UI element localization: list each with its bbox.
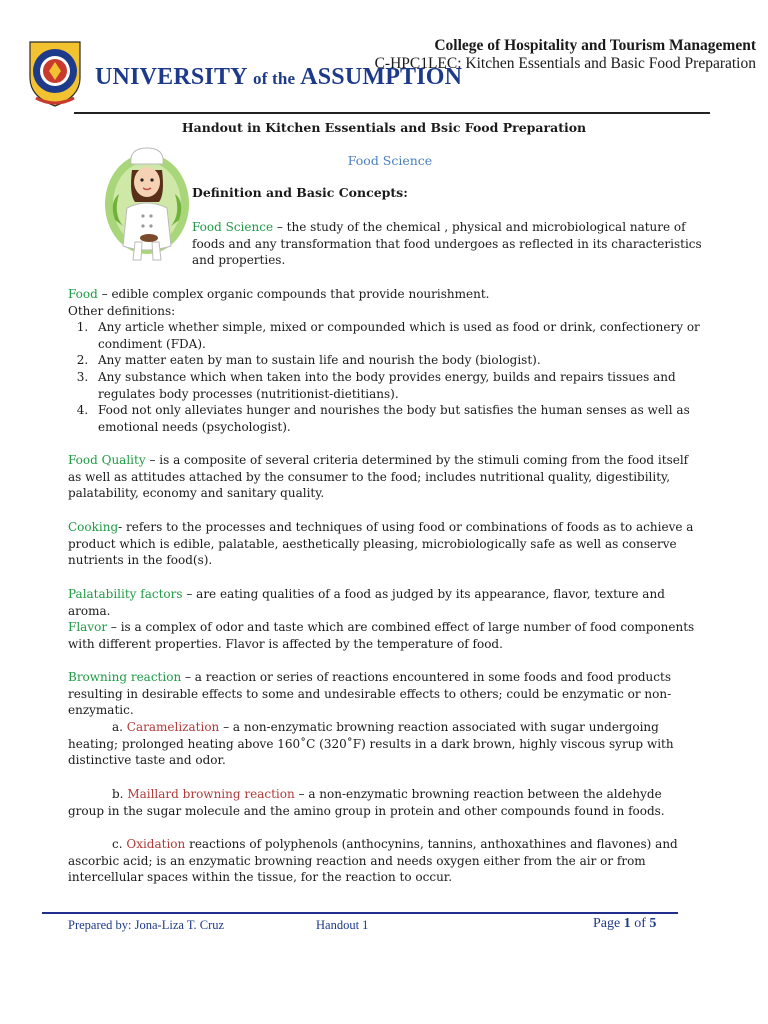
page-indicator: Page 1 of 5 (593, 916, 657, 931)
chef-illustration-icon (105, 142, 189, 264)
list-item: 1. Any article whether simple, mixed or compounded which is used as food or drink, confectionery or condiment (FDA). (92, 319, 700, 352)
cooking-paragraph: Cooking- refers to the processes and techniques of using food or combinations of foods as to achieve a product which is edible, palatable, aesthetically pleasing, microbiologically safe as well as conserve nutrients in the food(s). (68, 520, 694, 568)
food-quality-paragraph: Food Quality – is a composite of several criteria determined by the stimuli coming from the food itself as well as attitudes attached by the consumer to the food; includes nutritional quality, digestibility, palatability, economy and sanitary quality. (68, 453, 689, 501)
header-divider (74, 112, 710, 114)
list-item: 3. Any substance which when taken into the body provides energy, builds and repairs tissues and regulates body processes (nutritionist-dietitians). (92, 369, 700, 402)
definition-heading: Definition and Basic Concepts: (192, 185, 408, 200)
oxidation-paragraph: c. Oxidation reactions of polyphenols (anthocynins, tannins, anthoxathines and flavones) and ascorbic acid; is an enzymatic browning reaction and needs oxygen either from the air or from intercellular spaces within the tissue, for the reaction to occur. (68, 837, 678, 885)
food-section (68, 286, 700, 435)
footer-divider (42, 912, 678, 914)
definitions-list (68, 319, 700, 435)
palatability-term: Palatability factors (68, 587, 183, 601)
flavor-paragraph: Flavor – is a complex of odor and taste which are combined effect of large number of food components with different properties. Flavor is affected by the temperature of food. (68, 620, 695, 651)
flavor-term: Flavor (68, 620, 108, 634)
prepared-by: Prepared by: Jona-Liza T. Cruz (68, 918, 225, 932)
food-paragraph: Food – edible complex organic compounds that provide nourishment. (68, 287, 490, 301)
cooking-term: Cooking (68, 520, 119, 534)
browning-term: Browning reaction (68, 670, 182, 684)
food-science-term: Food Science (192, 220, 274, 234)
section-subtitle: Food Science (347, 153, 433, 168)
caramelization-term: Caramelization (126, 720, 220, 734)
browning-paragraph: Browning reaction – a reaction or series of reactions encountered in some foods and food products resulting in desirable effects to some and undesirable effects to others; could be enzymatic or non-enzymatic. (68, 670, 672, 718)
course-title: C-HPC1LEC: Kitchen Essentials and Basic Food Preparation (374, 55, 756, 72)
college-name: College of Hospitality and Tourism Management (434, 37, 756, 54)
food-quality-term: Food Quality (68, 453, 146, 467)
food-science-paragraph: Food Science – the study of the chemical , physical and microbiological nature of foods and any transformation that food undergoes as reflected in its characteristics and properties. (192, 220, 702, 268)
university-seal-icon (26, 38, 84, 108)
list-item: 2. Any matter eaten by man to sustain life and nourish the body (biologist). (92, 352, 700, 369)
palatability-paragraph: Palatability factors – are eating qualities of a food as judged by its appearance, flavor, texture and aroma. (68, 587, 665, 618)
list-item: 4. Food not only alleviates hunger and nourishes the body but satisfies the human senses as well as emotional needs (psychologist). (92, 402, 700, 435)
document-title: Handout in Kitchen Essentials and Bsic Food Preparation (181, 120, 587, 135)
handout-number: Handout 1 (316, 918, 369, 932)
oxidation-term: Oxidation (126, 837, 186, 851)
food-term: Food (68, 287, 98, 301)
other-definitions-label: Other definitions: (68, 303, 176, 318)
maillard-term: Maillard browning reaction (127, 787, 295, 801)
caramelization-paragraph: a. Caramelization – a non-enzymatic browning reaction associated with sugar undergoing heating; prolonged heating above 160˚C (320˚F) results in a dark brown, highly viscous syrup with distinctive taste and odor. (68, 720, 674, 768)
maillard-paragraph: b. Maillard browning reaction – a non-enzymatic browning reaction between the aldehyde group in the sugar molecule and the amino group in protein and other compounds found in foods. (68, 787, 665, 818)
university-name: UNIVERSITY of the ASSUMPTION (95, 64, 463, 90)
